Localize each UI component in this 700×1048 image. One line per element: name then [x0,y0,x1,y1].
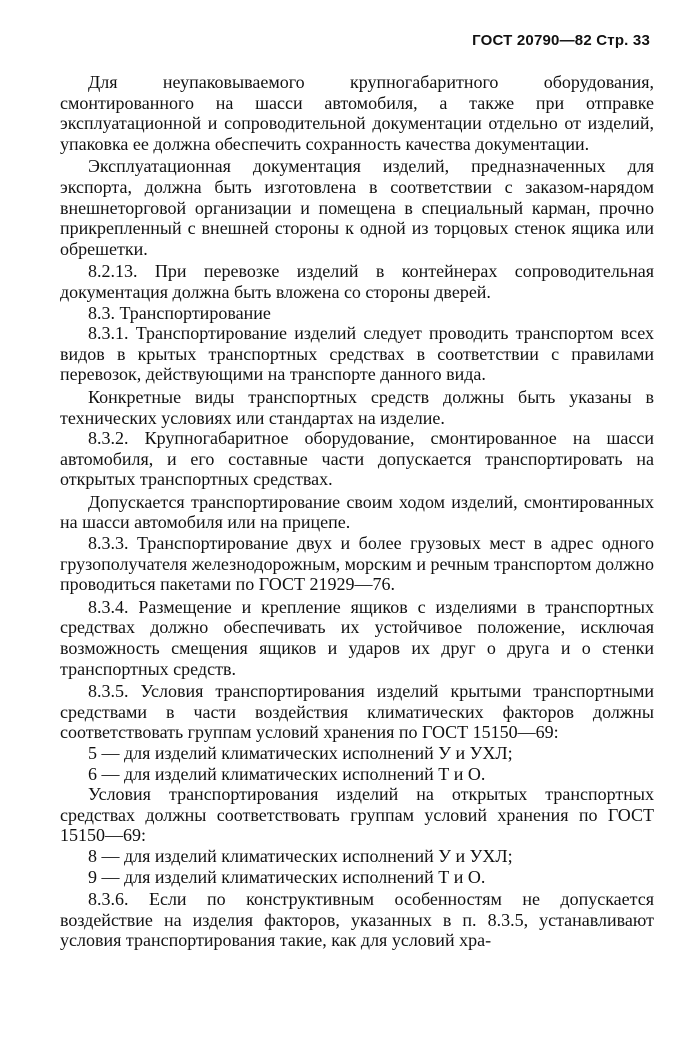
paragraph: 8.3.4. Размещение и крепление ящиков с изделиями в транспортных средствах должно обеспечивать их устойчивое положение, исключая возможность смещения ящиков и ударов их друг о друга и о стенки транспортных средств. [60,596,654,679]
list-item: 9 — для изделий климатических исполнений Т и О. [88,866,486,887]
paragraph: 8.2.13. При перевозке изделий в контейнерах сопроводительная документация должна быть вложена со стороны дверей. [60,261,654,302]
list-item: 6 — для изделий климатических исполнений Т и О. [88,763,486,784]
body-text [60,72,654,951]
paragraph: Конкретные виды транспортных средств должны быть указаны в технических условиях или стандартах на изделие. [60,386,654,428]
paragraph: Для неупаковываемого крупногабаритного оборудования, смонтированного на шасси автомобиля, а также при отправке эксплуатационной и сопроводительной документации отдельно от изделий, упаковка ее должна обеспечить сохранность качества документации. [60,72,654,154]
paragraph: Допускается транспортирование своим ходом изделий, смонтированных на шасси автомобиля или на прицепе. [60,491,654,533]
paragraph: 8.3.2. Крупногабаритное оборудование, смонтированное на шасси автомобиля, и его составные части допускается транспортировать на открытых транспортных средствах. [60,428,654,490]
list-item: 5 — для изделий климатических исполнений У и УХЛ; [88,743,513,763]
paragraph: 8.3.6. Если по конструктивным особенностям не допускается воздействие на изделия факторов, указанных в п. 8.3.5, устанавливают условия транспортирования такие, как для условий хра- [60,889,654,951]
paragraph: Эксплуатационная документация изделий, предназначенных для экспорта, должна быть изготовлена в соответствии с заказом-нарядом внешнеторговой организации и помещена в специальный карман, прочно прикрепленный с внешней стороны к одной из торцовых стенок ящика или обрешетки. [60,156,654,259]
paragraph: 8.3.1. Транспортирование изделий следует проводить транспортом всех видов в крытых транспортных средствах в соответствии с правилами перевозок, действующими на транспорте данного вида. [60,323,654,385]
section-heading: 8.3. Транспортирование [88,302,271,323]
paragraph: 8.3.5. Условия транспортирования изделий крытыми транспортными средствами в части воздействия климатических факторов должны соответствовать группам условий хранения по ГОСТ 15150—69: [60,681,654,743]
page-header: ГОСТ 20790—82 Стр. 33 [472,32,650,49]
paragraph: 8.3.3. Транспортирование двух и более грузовых мест в адрес одного грузополучателя железнодорожным, морским и речным транспортом должно проводиться пакетами по ГОСТ 21929—76. [60,533,654,595]
paragraph: Условия транспортирования изделий на открытых транспортных средствах должны соответствовать группам условий хранения по ГОСТ 15150—69: [60,784,654,846]
list-item: 8 — для изделий климатических исполнений У и УХЛ; [88,845,513,866]
